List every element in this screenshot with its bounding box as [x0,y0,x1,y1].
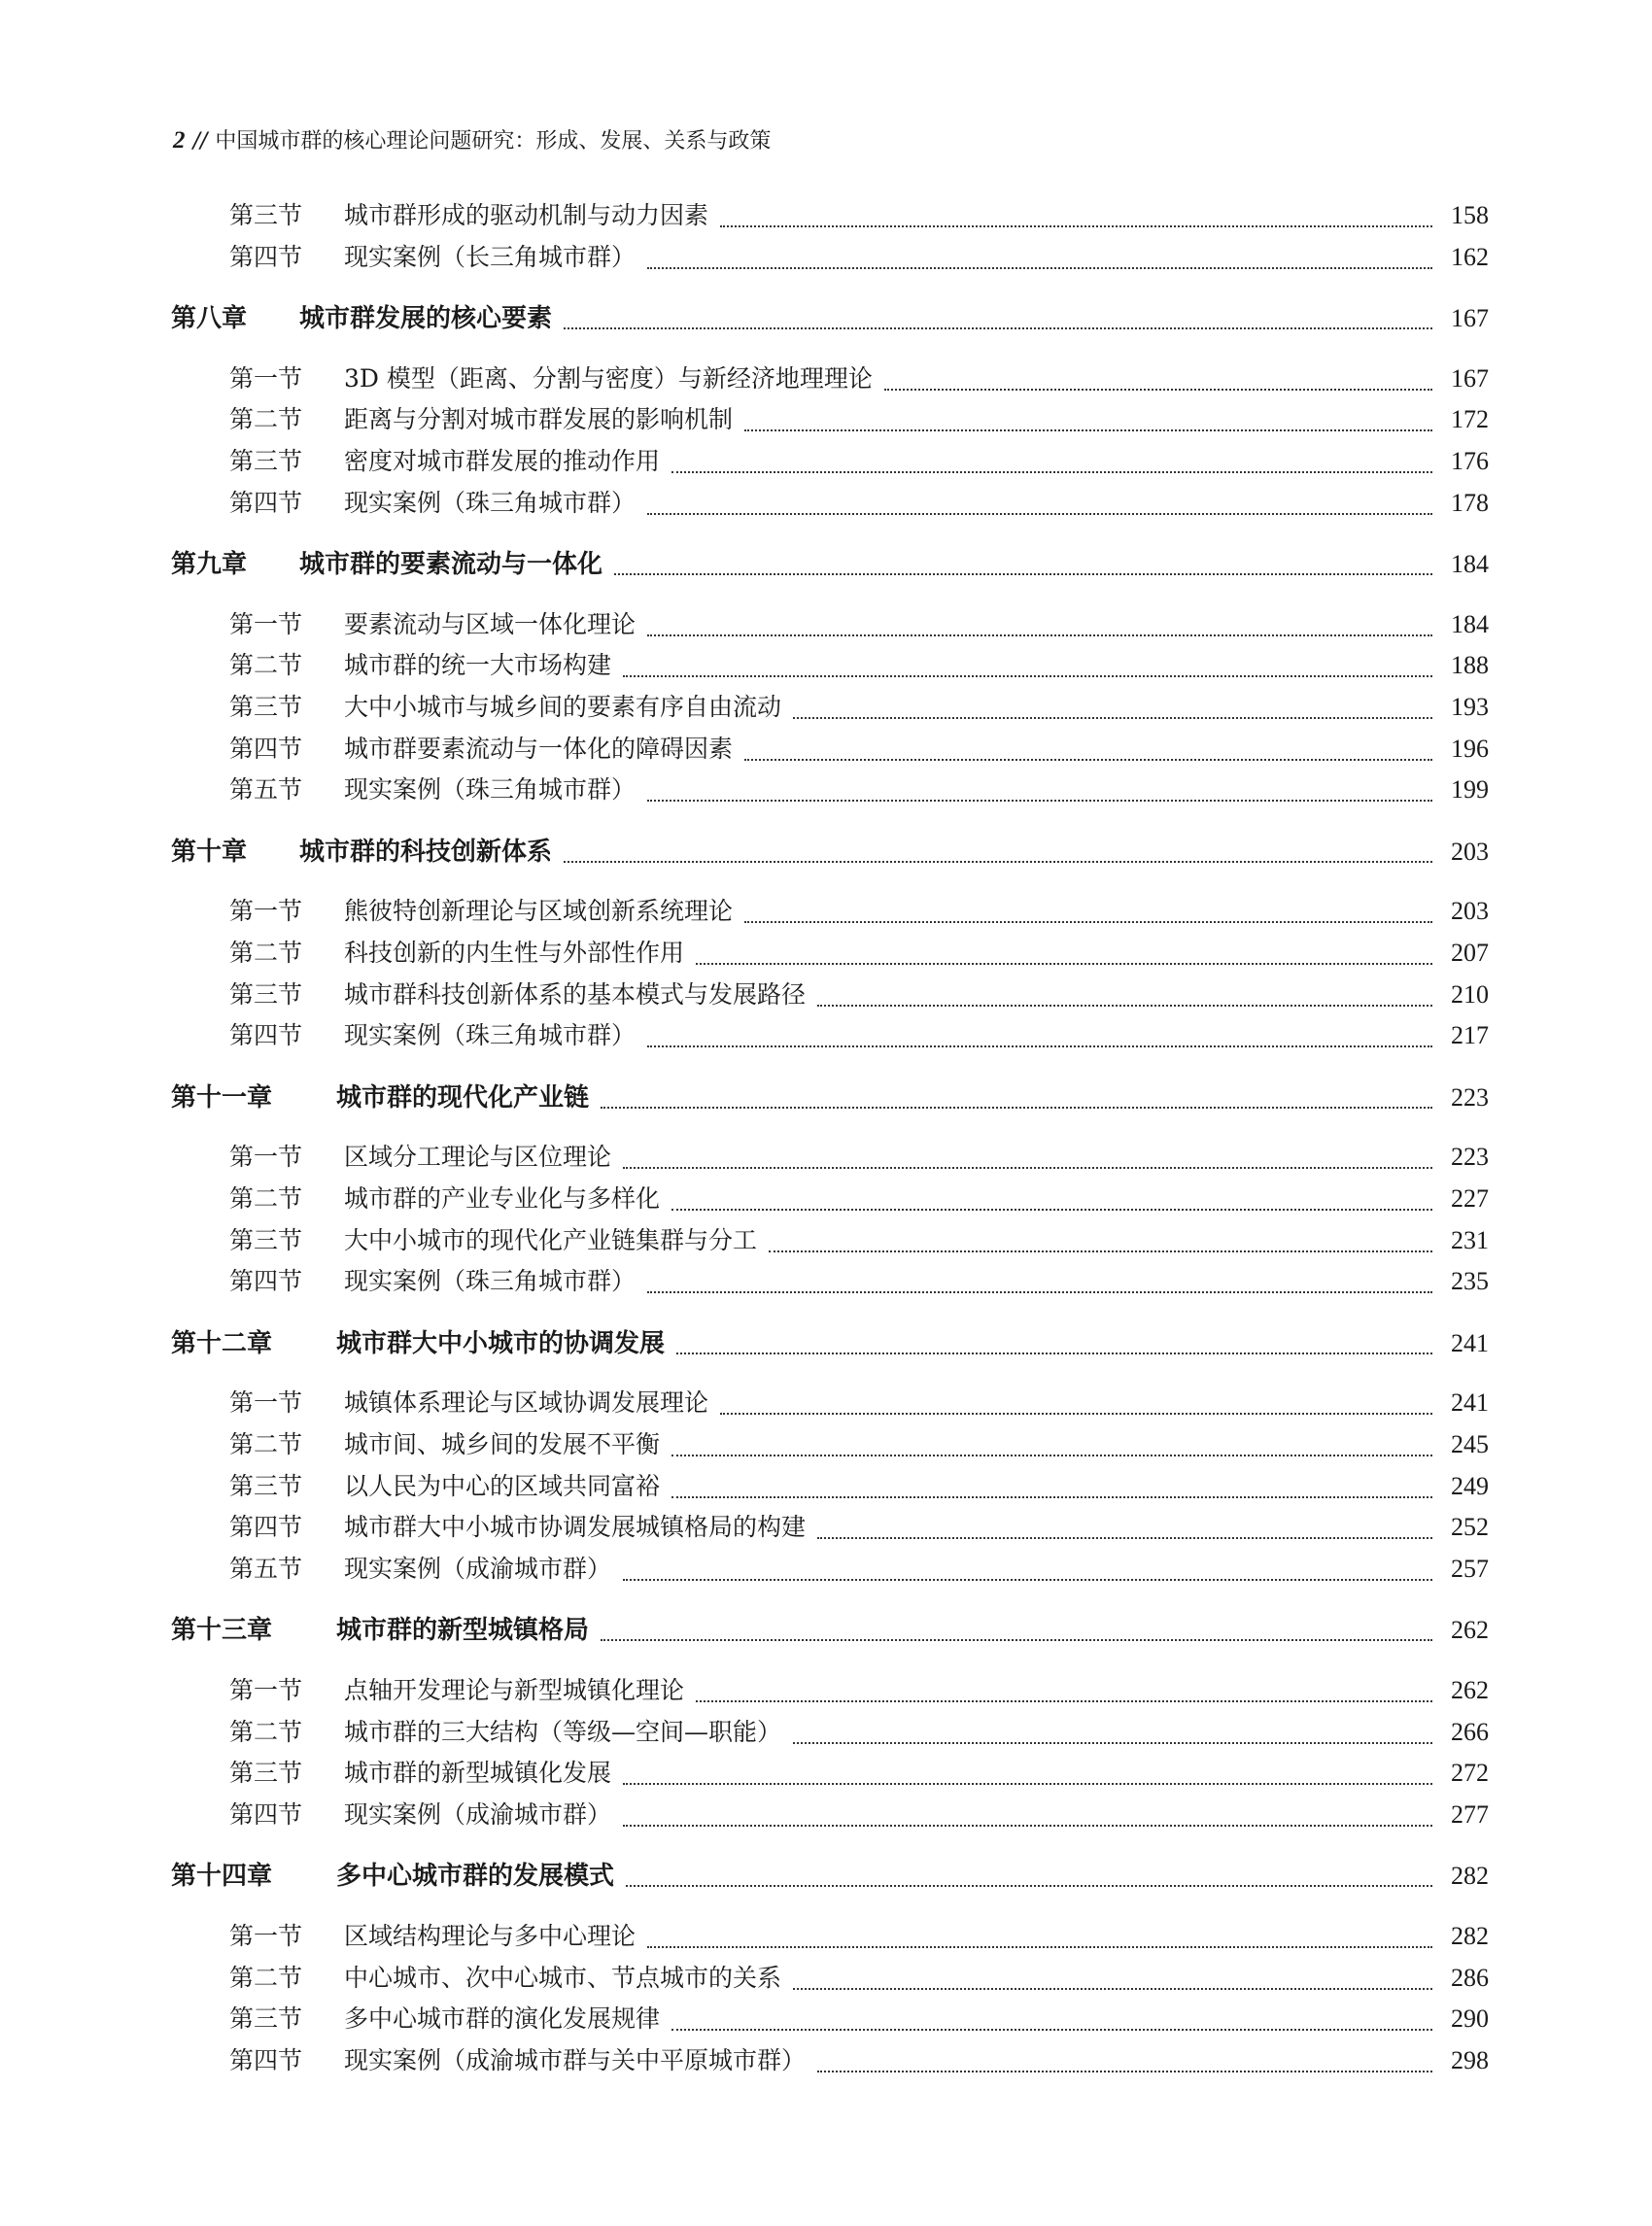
dot-leader [671,2028,1432,2031]
section-title: 3D 模型（距离、分割与密度）与新经济地理理论 [344,364,873,393]
section-title: 城市群的新型城镇化发展 [344,1759,612,1787]
section-title: 熊彼特创新理论与区域创新系统理论 [344,897,734,925]
section-label: 第四节 [229,2046,303,2074]
toc-chapter-entry [171,1078,1489,1114]
page-reference: 245 [1451,1430,1489,1458]
dot-leader [720,224,1432,227]
toc-chapter-entry [171,1856,1489,1893]
toc-section-entry [229,1016,1489,1053]
toc-section-entry [229,1138,1489,1175]
page-reference: 290 [1451,2004,1489,2033]
dot-leader [564,860,1432,863]
page-reference: 223 [1451,1143,1489,1171]
page-reference: 188 [1451,651,1489,679]
section-title: 城市群大中小城市协调发展城镇格局的构建 [344,1513,807,1541]
page-reference: 158 [1451,201,1489,229]
chapter-title: 城市群的现代化产业链 [336,1083,590,1113]
section-title: 区域分工理论与区位理论 [344,1143,612,1171]
toc-section-entry [229,484,1489,521]
page-reference: 272 [1451,1759,1489,1787]
dot-leader [817,1536,1432,1539]
section-label: 第二节 [229,1184,303,1213]
chapter-title: 城市群大中小城市的协调发展 [336,1329,666,1358]
page-reference: 227 [1451,1184,1489,1213]
section-label: 第三节 [229,1759,303,1787]
toc-section-entry [229,1467,1489,1504]
toc-chapter-entry [171,544,1489,581]
toc-section-entry [229,1221,1489,1258]
dot-leader [564,326,1432,329]
section-title: 密度对城市群发展的推动作用 [344,447,661,475]
section-title: 区域结构理论与多中心理论 [344,1922,637,1950]
dot-leader [647,1290,1432,1293]
dot-leader [793,716,1432,719]
toc-section-entry [229,771,1489,807]
page-reference: 203 [1451,897,1489,925]
dot-leader [671,1454,1432,1456]
book-title: 中国城市群的核心理论问题研究：形成、发展、关系与政策 [215,129,772,154]
dot-leader [676,1352,1432,1354]
dot-leader [696,962,1432,965]
dot-leader [647,512,1432,515]
toc-section-entry [229,1713,1489,1750]
chapter-title: 城市群发展的核心要素 [299,304,553,333]
section-title: 城市群的产业专业化与多样化 [344,1184,661,1213]
page-reference: 167 [1451,364,1489,393]
section-title: 现实案例（成渝城市群） [344,1800,612,1829]
toc-section-entry [229,730,1489,767]
page-reference: 196 [1451,735,1489,763]
toc-section-entry [229,1180,1489,1216]
chapter-title: 城市群的科技创新体系 [299,838,553,867]
section-title: 城市群要素流动与一体化的障碍因素 [344,735,734,763]
chapter-label: 第八章 [171,304,248,333]
page-reference: 184 [1451,610,1489,638]
dot-leader [671,470,1432,473]
section-title: 现实案例（珠三角城市群） [344,1021,637,1049]
dot-leader [647,266,1432,269]
section-label: 第三节 [229,1226,303,1254]
page-reference: 207 [1451,939,1489,967]
section-label: 第三节 [229,980,303,1009]
page-reference: 178 [1451,489,1489,517]
section-title: 现实案例（长三角城市群） [344,243,637,271]
section-title: 点轴开发理论与新型城镇化理论 [344,1676,685,1704]
toc-section-entry [229,1425,1489,1462]
page-reference: 167 [1451,304,1489,332]
section-label: 第一节 [229,897,303,925]
toc-chapter-entry [171,832,1489,869]
toc-section-entry [229,1550,1489,1587]
dot-leader [647,799,1432,802]
toc-section-entry [229,688,1489,725]
chapter-title: 城市群的新型城镇格局 [336,1616,590,1645]
dot-leader [793,1741,1432,1744]
dot-leader [601,1106,1432,1109]
chapter-label: 第十四章 [171,1862,273,1891]
chapter-title: 城市群的要素流动与一体化 [299,550,603,579]
toc-chapter-entry [171,1323,1489,1360]
page-number: 2 [173,127,186,154]
dot-leader [696,1699,1432,1702]
section-label: 第四节 [229,489,303,517]
page-reference: 266 [1451,1718,1489,1746]
dot-leader [626,1884,1432,1887]
dot-leader [720,1412,1432,1415]
section-label: 第五节 [229,1555,303,1583]
section-label: 第二节 [229,1718,303,1746]
page-reference: 262 [1451,1676,1489,1704]
dot-leader [614,572,1432,575]
page-reference: 282 [1451,1922,1489,1950]
dot-leader [769,1250,1432,1252]
page-reference: 277 [1451,1800,1489,1829]
page-reference: 298 [1451,2046,1489,2074]
section-title: 城市群形成的驱动机制与动力因素 [344,201,709,229]
section-title: 现实案例（珠三角城市群） [344,489,637,517]
chapter-label: 第十章 [171,838,248,867]
page-reference: 235 [1451,1267,1489,1295]
page-reference: 184 [1451,550,1489,578]
section-label: 第二节 [229,1964,303,1992]
dot-leader [623,1578,1432,1581]
page-reference: 193 [1451,693,1489,721]
section-label: 第二节 [229,651,303,679]
page-reference: 210 [1451,980,1489,1009]
dot-leader [601,1638,1432,1641]
dot-leader [647,1945,1432,1948]
page-reference: 176 [1451,447,1489,475]
toc-section-entry [229,1671,1489,1708]
section-label: 第三节 [229,201,303,229]
section-title: 城市间、城乡间的发展不平衡 [344,1430,661,1458]
section-title: 中心城市、次中心城市、节点城市的关系 [344,1964,782,1992]
chapter-title: 多中心城市群的发展模式 [336,1862,615,1891]
toc-section-entry [229,2041,1489,2078]
toc-section-entry [229,1917,1489,1954]
toc-section-entry [229,1959,1489,1996]
section-label: 第四节 [229,735,303,763]
section-label: 第二节 [229,939,303,967]
section-label: 第一节 [229,1922,303,1950]
section-title: 城市群科技创新体系的基本模式与发展路径 [344,980,807,1009]
toc-section-entry [229,646,1489,683]
section-label: 第三节 [229,693,303,721]
section-title: 要素流动与区域一体化理论 [344,610,637,638]
section-label: 第四节 [229,1800,303,1829]
section-title: 以人民为中心的区域共同富裕 [344,1472,661,1500]
toc-section-entry [229,1262,1489,1299]
toc-section-entry [229,1384,1489,1421]
page-reference: 286 [1451,1964,1489,1992]
toc-section-entry [229,400,1489,437]
toc-chapter-entry [171,1610,1489,1647]
chapter-label: 第十二章 [171,1329,273,1358]
page-reference: 162 [1451,243,1489,271]
page-reference: 231 [1451,1226,1489,1254]
dot-leader [793,1987,1432,1990]
section-label: 第二节 [229,1430,303,1458]
page-reference: 223 [1451,1083,1489,1112]
section-label: 第一节 [229,610,303,638]
dot-leader [623,1824,1432,1827]
chapter-label: 第九章 [171,550,248,579]
section-title: 现实案例（珠三角城市群） [344,775,637,804]
page-reference: 172 [1451,405,1489,433]
running-header [173,124,771,154]
section-label: 第一节 [229,1676,303,1704]
chapter-label: 第十三章 [171,1616,273,1645]
section-label: 第四节 [229,1267,303,1295]
dot-leader [623,1166,1432,1169]
section-label: 第三节 [229,2004,303,2033]
dot-leader [623,674,1432,677]
section-label: 第三节 [229,447,303,475]
section-title: 现实案例（成渝城市群） [344,1555,612,1583]
section-label: 第四节 [229,1021,303,1049]
section-title: 科技创新的内生性与外部性作用 [344,939,685,967]
toc-section-entry [229,2000,1489,2037]
section-title: 大中小城市的现代化产业链集群与分工 [344,1226,758,1254]
page-reference: 241 [1451,1388,1489,1417]
dot-leader [647,634,1432,636]
toc-section-entry [229,605,1489,642]
toc-section-entry [229,1796,1489,1832]
dot-leader [817,1004,1432,1007]
dot-leader [744,920,1432,923]
page-reference: 257 [1451,1555,1489,1583]
section-label: 第一节 [229,364,303,393]
page-reference: 203 [1451,838,1489,866]
section-label: 第五节 [229,775,303,804]
section-label: 第二节 [229,405,303,433]
dot-leader [884,388,1432,391]
page-reference: 249 [1451,1472,1489,1500]
dot-leader [647,1045,1432,1047]
section-title: 现实案例（成渝城市群与关中平原城市群） [344,2046,807,2074]
toc-section-entry [229,238,1489,275]
page-reference: 217 [1451,1021,1489,1049]
section-label: 第四节 [229,1513,303,1541]
toc-section-entry [229,196,1489,233]
section-title: 城镇体系理论与区域协调发展理论 [344,1388,709,1417]
toc-section-entry [229,892,1489,929]
page-reference: 262 [1451,1616,1489,1644]
chapter-label: 第十一章 [171,1083,273,1113]
page-reference: 252 [1451,1513,1489,1541]
section-title: 多中心城市群的演化发展规律 [344,2004,661,2033]
toc-chapter-entry [171,298,1489,335]
dot-leader [817,2070,1432,2072]
dot-leader [623,1782,1432,1785]
section-title: 城市群的三大结构（等级—空间—职能） [344,1718,782,1746]
section-label: 第三节 [229,1472,303,1500]
dot-leader [744,428,1432,431]
dot-leader [671,1208,1432,1211]
toc-section-entry [229,976,1489,1012]
section-title: 现实案例（珠三角城市群） [344,1267,637,1295]
dot-leader [671,1495,1432,1498]
toc-section-entry [229,1508,1489,1545]
toc-section-entry [229,934,1489,971]
section-label: 第四节 [229,243,303,271]
page-reference: 199 [1451,775,1489,804]
section-label: 第一节 [229,1388,303,1417]
toc-section-entry [229,442,1489,479]
toc-section-entry [229,1754,1489,1791]
section-title: 城市群的统一大市场构建 [344,651,612,679]
section-title: 大中小城市与城乡间的要素有序自由流动 [344,693,782,721]
section-label: 第一节 [229,1143,303,1171]
header-separator: // [192,129,208,154]
section-title: 距离与分割对城市群发展的影响机制 [344,405,734,433]
toc-section-entry [229,360,1489,396]
page-reference: 241 [1451,1329,1489,1357]
page-reference: 282 [1451,1862,1489,1890]
dot-leader [744,758,1432,761]
